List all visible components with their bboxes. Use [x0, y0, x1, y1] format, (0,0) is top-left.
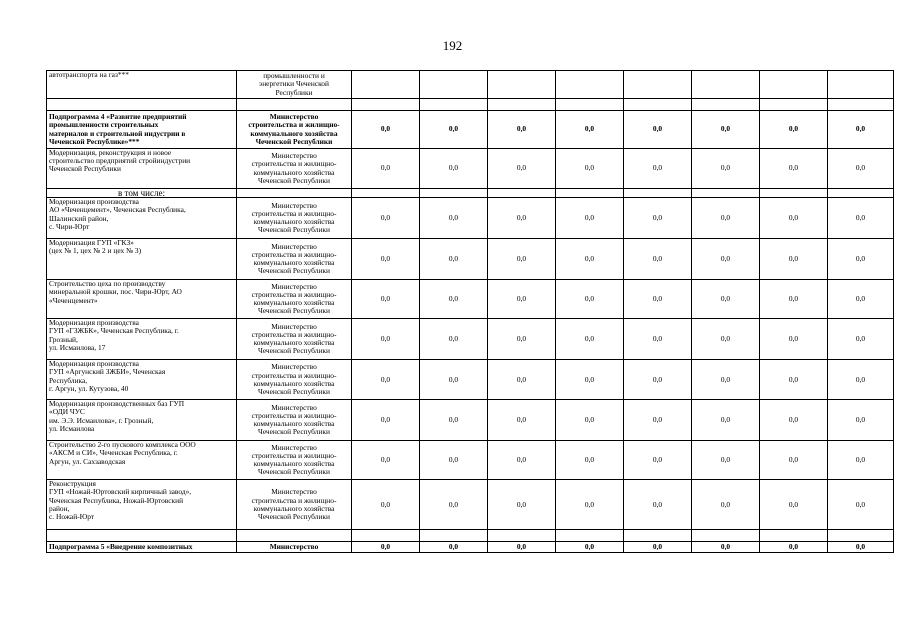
funding-value-cell: 0,0 — [624, 239, 692, 280]
funding-value-cell: 0,0 — [556, 198, 624, 239]
responsible-executor: Министерство строительства и жилищно- коммунального хозяйства Чеченской Республики — [237, 360, 352, 400]
table-row — [47, 71, 894, 99]
measure-description: Подпрограмма 5 «Внедрение композитных — [47, 542, 237, 553]
funding-value-cell: 0,0 — [828, 319, 894, 360]
funding-value-cell: 0,0 — [556, 149, 624, 189]
funding-value-cell: 0,0 — [488, 111, 556, 149]
funding-value-cell: 0,0 — [624, 542, 692, 553]
funding-value-cell: 0,0 — [828, 111, 894, 149]
funding-value-cell: 0,0 — [556, 400, 624, 441]
funding-value-cell — [828, 189, 894, 198]
funding-value-cell: 0,0 — [760, 239, 828, 280]
funding-value-cell: 0,0 — [420, 542, 488, 553]
funding-value-cell: 0,0 — [760, 149, 828, 189]
funding-value-cell — [556, 71, 624, 99]
measure-description: Реконструкция ГУП «Ножай-Юртовский кирпичный завод», Чеченская Республика, Ножай-Юртовский район, с. Ножай-Юрт — [47, 480, 237, 530]
responsible-executor — [237, 189, 352, 198]
measure-description: Модернизация производственных баз ГУП «ОДИ ЧУС им. Э.Э. Исмаилова», г. Грозный, ул. Исмаилова — [47, 400, 237, 441]
funding-value-cell: 0,0 — [488, 239, 556, 280]
funding-value-cell: 0,0 — [760, 198, 828, 239]
funding-value-cell — [420, 71, 488, 99]
page-number: 192 — [442, 38, 463, 53]
responsible-executor: Министерство строительства и жилищно- коммунального хозяйства Чеченской Республики — [237, 400, 352, 441]
funding-value-cell: 0,0 — [488, 149, 556, 189]
funding-value-cell: 0,0 — [828, 239, 894, 280]
funding-value-cell: 0,0 — [420, 400, 488, 441]
program-table — [46, 70, 894, 553]
funding-value-cell: 0,0 — [352, 111, 420, 149]
funding-value-cell — [624, 99, 692, 111]
table-row — [47, 319, 894, 360]
section-subheading-row — [47, 189, 894, 198]
funding-value-cell: 0,0 — [352, 280, 420, 319]
table-row — [47, 239, 894, 280]
responsible-executor: промышленности и энергетики Чеченской Республики — [237, 71, 352, 99]
subprogram-row — [47, 542, 894, 553]
funding-value-cell — [624, 530, 692, 542]
funding-value-cell: 0,0 — [420, 319, 488, 360]
funding-value-cell: 0,0 — [420, 280, 488, 319]
funding-value-cell — [828, 71, 894, 99]
measure-description: Модернизация, реконструкция и новое строительство предприятий стройиндустрии Чеченской Республики — [47, 149, 237, 189]
funding-value-cell: 0,0 — [556, 360, 624, 400]
funding-value-cell: 0,0 — [556, 480, 624, 530]
funding-value-cell — [692, 71, 760, 99]
funding-value-cell — [420, 530, 488, 542]
funding-value-cell — [692, 530, 760, 542]
funding-value-cell: 0,0 — [352, 319, 420, 360]
table-row — [47, 400, 894, 441]
funding-value-cell: 0,0 — [828, 149, 894, 189]
funding-value-cell: 0,0 — [624, 360, 692, 400]
funding-value-cell: 0,0 — [760, 441, 828, 480]
measure-description: Строительство 2-го пускового комплекса ООО «АКСМ и СИ», Чеченская Республика, г. Аргун, ул. Сахзаводская — [47, 441, 237, 480]
funding-value-cell — [488, 99, 556, 111]
funding-value-cell: 0,0 — [352, 400, 420, 441]
funding-value-cell — [556, 189, 624, 198]
responsible-executor: Министерство строительства и жилищно- коммунального хозяйства Чеченской Республики — [237, 480, 352, 530]
responsible-executor: Министерство — [237, 542, 352, 553]
funding-value-cell: 0,0 — [556, 542, 624, 553]
responsible-executor: Министерство строительства и жилищно- коммунального хозяйства Чеченской Республики — [237, 280, 352, 319]
table-row — [47, 149, 894, 189]
funding-value-cell: 0,0 — [352, 542, 420, 553]
responsible-executor — [237, 99, 352, 111]
measure-description: Модернизация производства ГУП «Аргунский ЗЖБИ», Чеченская Республика, г. Аргун, ул. Кутузова, 40 — [47, 360, 237, 400]
funding-value-cell: 0,0 — [760, 542, 828, 553]
funding-value-cell: 0,0 — [692, 280, 760, 319]
funding-value-cell — [352, 71, 420, 99]
funding-value-cell: 0,0 — [420, 441, 488, 480]
funding-value-cell: 0,0 — [352, 149, 420, 189]
funding-value-cell — [556, 99, 624, 111]
funding-value-cell — [624, 189, 692, 198]
funding-value-cell: 0,0 — [828, 198, 894, 239]
funding-value-cell — [420, 99, 488, 111]
funding-value-cell: 0,0 — [624, 400, 692, 441]
funding-value-cell: 0,0 — [352, 198, 420, 239]
funding-value-cell: 0,0 — [488, 480, 556, 530]
funding-value-cell: 0,0 — [352, 360, 420, 400]
funding-value-cell — [488, 71, 556, 99]
spacer-row — [47, 530, 894, 542]
responsible-executor: Министерство строительства и жилищно- коммунального хозяйства Чеченской Республики — [237, 319, 352, 360]
table-body — [47, 71, 894, 553]
funding-value-cell: 0,0 — [828, 441, 894, 480]
funding-value-cell: 0,0 — [488, 360, 556, 400]
measure-description: в том числе: — [47, 189, 237, 198]
funding-value-cell: 0,0 — [556, 441, 624, 480]
funding-value-cell — [420, 189, 488, 198]
funding-value-cell: 0,0 — [828, 400, 894, 441]
responsible-executor: Министерство строительства и жилищно- коммунального хозяйства Чеченской Республики — [237, 198, 352, 239]
funding-value-cell: 0,0 — [624, 149, 692, 189]
funding-value-cell: 0,0 — [760, 480, 828, 530]
responsible-executor: Министерство строительства и жилищно- коммунального хозяйства Чеченской Республики — [237, 239, 352, 280]
funding-value-cell: 0,0 — [624, 480, 692, 530]
funding-value-cell: 0,0 — [692, 441, 760, 480]
funding-value-cell: 0,0 — [624, 198, 692, 239]
funding-value-cell: 0,0 — [692, 198, 760, 239]
funding-value-cell: 0,0 — [556, 319, 624, 360]
funding-value-cell: 0,0 — [488, 542, 556, 553]
funding-value-cell: 0,0 — [488, 319, 556, 360]
table-row — [47, 480, 894, 530]
measure-description: Подпрограмма 4 «Развитие предприятий промышленности строительных материалов и строительной индустрии в Чеченской Республике»*** — [47, 111, 237, 149]
funding-value-cell: 0,0 — [420, 239, 488, 280]
funding-value-cell: 0,0 — [624, 111, 692, 149]
measure-description — [47, 530, 237, 542]
funding-value-cell: 0,0 — [556, 111, 624, 149]
measure-description: Модернизация ГУП «ГКЗ» (цех № 1, цех № 2 и цех № 3) — [47, 239, 237, 280]
funding-value-cell — [760, 530, 828, 542]
funding-value-cell: 0,0 — [624, 441, 692, 480]
measure-description: Модернизация производства ГУП «ГЗЖБК», Чеченская Республика, г. Грозный, ул. Исмаилова, 17 — [47, 319, 237, 360]
funding-value-cell: 0,0 — [352, 441, 420, 480]
funding-value-cell: 0,0 — [760, 111, 828, 149]
funding-value-cell: 0,0 — [488, 280, 556, 319]
measure-description: Модернизация производства АО «Чеченцемент», Чеченская Республика, Шалинский район, с. Чири-Юрт — [47, 198, 237, 239]
funding-value-cell: 0,0 — [760, 280, 828, 319]
funding-value-cell: 0,0 — [352, 480, 420, 530]
funding-value-cell: 0,0 — [420, 149, 488, 189]
funding-value-cell — [352, 99, 420, 111]
funding-value-cell: 0,0 — [352, 239, 420, 280]
funding-value-cell — [692, 189, 760, 198]
table-row — [47, 360, 894, 400]
funding-value-cell: 0,0 — [488, 198, 556, 239]
funding-value-cell — [828, 530, 894, 542]
funding-value-cell: 0,0 — [828, 360, 894, 400]
funding-value-cell — [828, 99, 894, 111]
funding-value-cell: 0,0 — [624, 280, 692, 319]
measure-description — [47, 99, 237, 111]
funding-value-cell: 0,0 — [692, 400, 760, 441]
funding-value-cell: 0,0 — [488, 400, 556, 441]
funding-value-cell: 0,0 — [828, 280, 894, 319]
funding-value-cell — [556, 530, 624, 542]
funding-value-cell: 0,0 — [692, 542, 760, 553]
funding-value-cell: 0,0 — [692, 319, 760, 360]
funding-value-cell: 0,0 — [420, 111, 488, 149]
funding-value-cell — [488, 189, 556, 198]
funding-value-cell: 0,0 — [692, 360, 760, 400]
funding-value-cell — [760, 99, 828, 111]
funding-value-cell: 0,0 — [420, 480, 488, 530]
spacer-row — [47, 99, 894, 111]
measure-description: автотранспорта на газ*** — [47, 71, 237, 99]
funding-value-cell — [352, 189, 420, 198]
responsible-executor: Министерство строительства и жилищно- коммунального хозяйства Чеченской Республики — [237, 111, 352, 149]
funding-value-cell: 0,0 — [760, 360, 828, 400]
subprogram-row — [47, 111, 894, 149]
measure-description: Строительство цеха по производству минеральной крошки, пос. Чири-Юрт, АО «Чеченцемент» — [47, 280, 237, 319]
funding-value-cell: 0,0 — [556, 280, 624, 319]
funding-value-cell: 0,0 — [692, 149, 760, 189]
funding-value-cell: 0,0 — [556, 239, 624, 280]
funding-value-cell — [624, 71, 692, 99]
table-row — [47, 198, 894, 239]
funding-value-cell: 0,0 — [420, 360, 488, 400]
funding-value-cell — [352, 530, 420, 542]
funding-value-cell — [488, 530, 556, 542]
funding-value-cell: 0,0 — [488, 441, 556, 480]
responsible-executor: Министерство строительства и жилищно- коммунального хозяйства Чеченской Республики — [237, 149, 352, 189]
funding-value-cell: 0,0 — [828, 542, 894, 553]
funding-value-cell: 0,0 — [828, 480, 894, 530]
funding-value-cell — [760, 189, 828, 198]
table-row — [47, 280, 894, 319]
funding-value-cell: 0,0 — [624, 319, 692, 360]
funding-value-cell: 0,0 — [692, 239, 760, 280]
responsible-executor: Министерство строительства и жилищно- коммунального хозяйства Чеченской Республики — [237, 441, 352, 480]
funding-value-cell: 0,0 — [760, 400, 828, 441]
funding-value-cell: 0,0 — [420, 198, 488, 239]
funding-value-cell: 0,0 — [692, 111, 760, 149]
funding-value-cell: 0,0 — [760, 319, 828, 360]
responsible-executor — [237, 530, 352, 542]
funding-value-cell — [760, 71, 828, 99]
funding-value-cell: 0,0 — [692, 480, 760, 530]
funding-value-cell — [692, 99, 760, 111]
table-row — [47, 441, 894, 480]
